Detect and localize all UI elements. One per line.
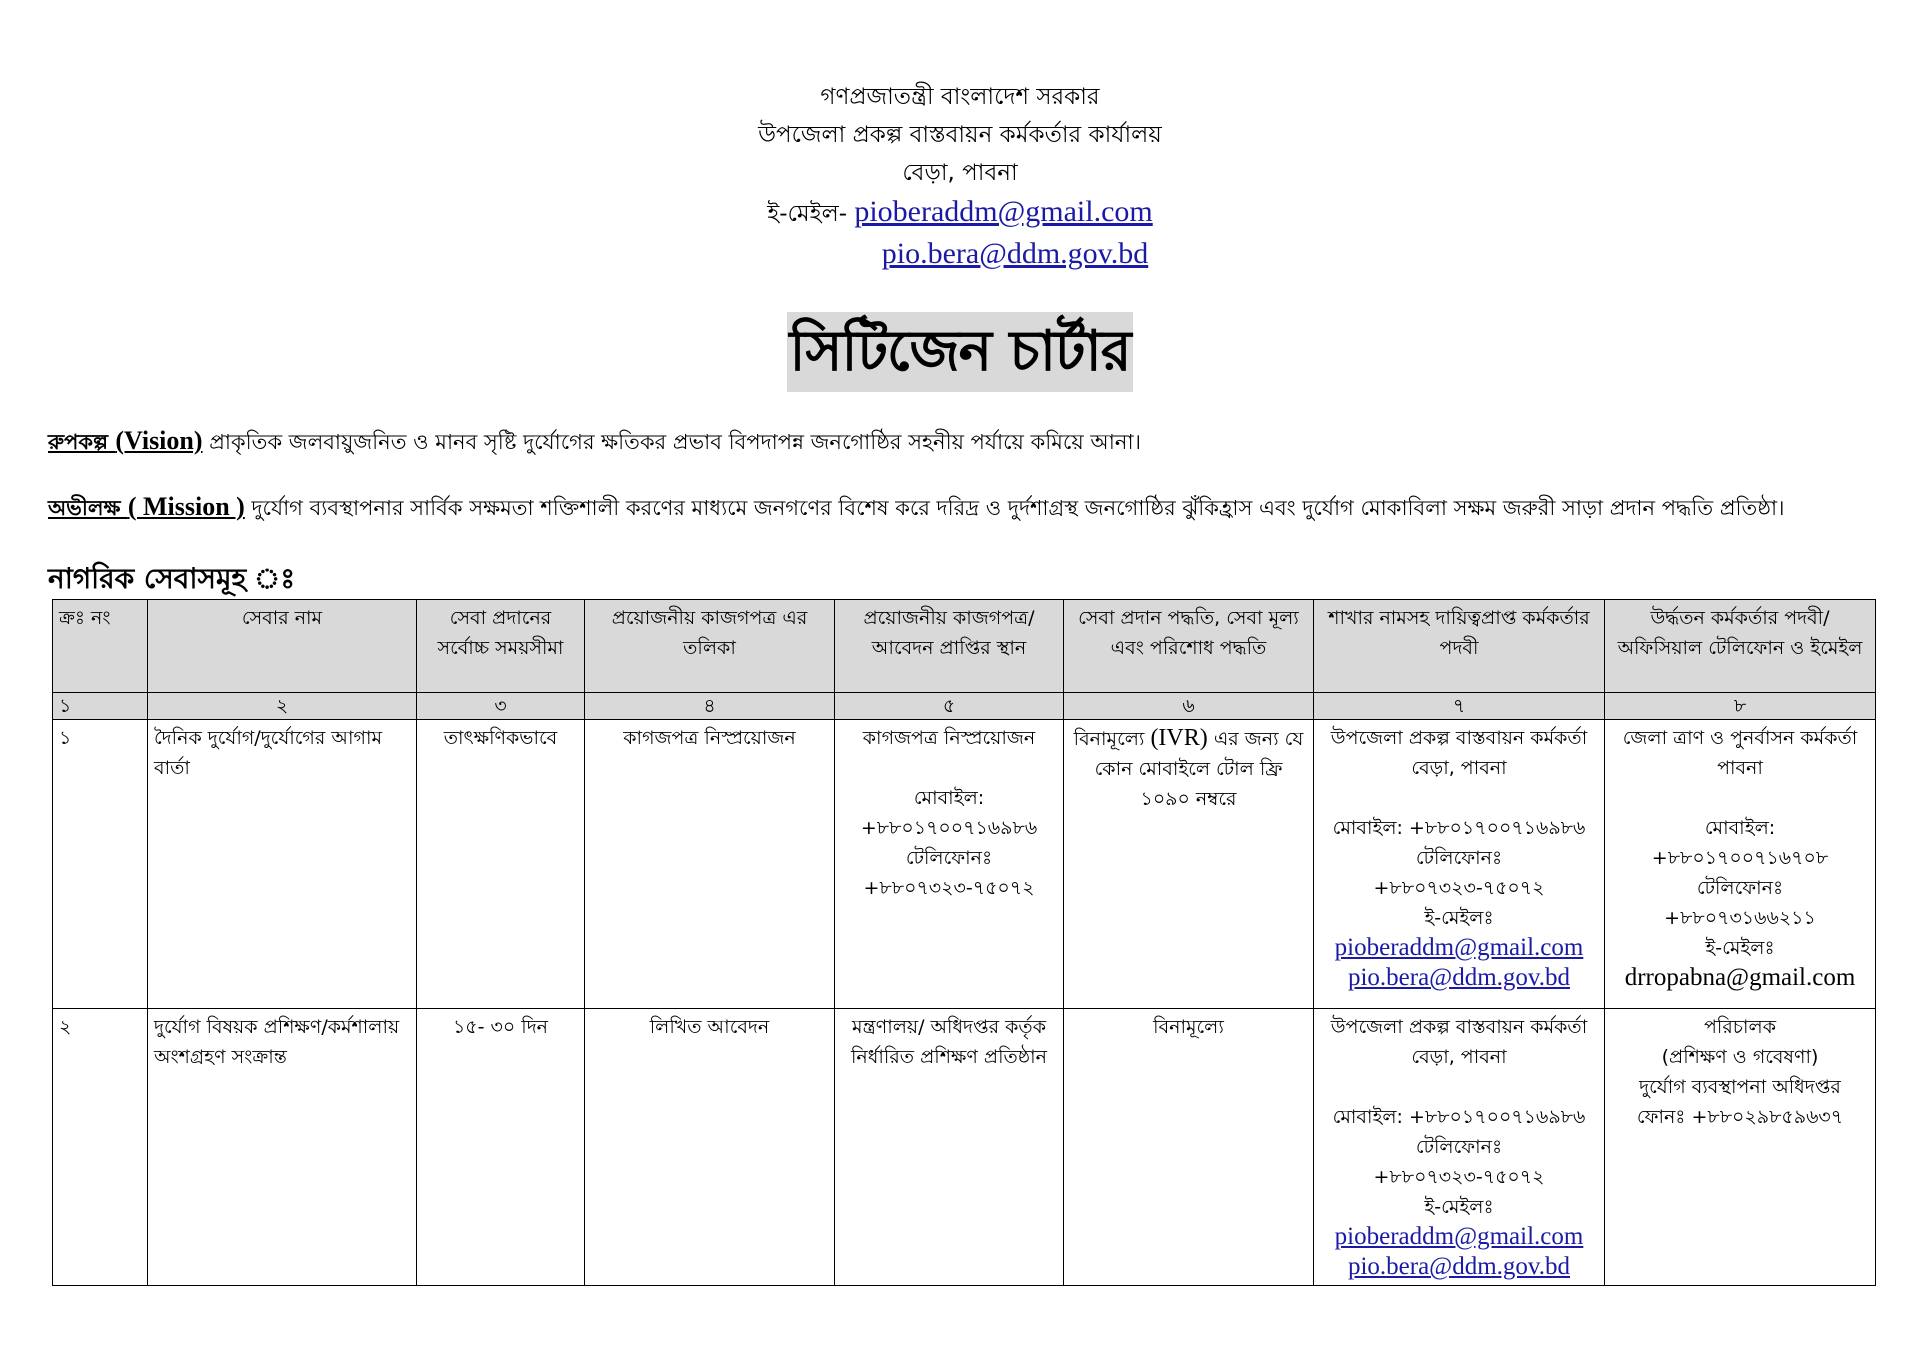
service-name-cell: দৈনিক দুর্যোগ/দুর্যোগের আগাম বার্তা [148,720,417,1009]
officer-cell: উপজেলা প্রকল্প বাস্তবায়ন কর্মকর্তা বেড়া, পাবনা মোবাইল: +৮৮০১৭০০৭১৬৯৮৬ টেলিফোনঃ +৮৮০৭৩২৩-৭৫০৭২ ই-মেইলঃ pioberaddm@gmail.com pio.bera@ddm.gov.bd [1314,720,1605,1009]
office-location: বেড়া, পাবনা [902,160,1018,186]
officer-email-link-2[interactable]: pio.bera@ddm.gov.bd [1347,964,1571,991]
header-email-link-1[interactable]: pioberaddm@gmail.com [854,195,1153,228]
col-number: ৮ [1605,693,1876,720]
table-row [53,720,1876,1009]
mission-statement [48,492,1888,527]
docs-cell: লিখিত আবেদন [585,1009,835,1286]
col-header-serial: ক্রঃ নং [53,600,148,693]
mission-text: দুর্যোগ ব্যবস্থাপনার সার্বিক সক্ষমতা শক্তিশালী করণের মাধ্যমে জনগণের বিশেষ করে দরিদ্র ও দুর্দশাগ্রস্থ জনগোষ্ঠির ঝুঁকিহ্রাস এবং দুর্যোগ মোকাবিলা সক্ষম জরুরী সাড়া প্রদান পদ্ধতি প্রতিষ্ঠা। [251,496,1785,520]
officer-email-link-2[interactable]: pio.bera@ddm.gov.bd [1347,1253,1571,1280]
col-number: ৭ [1314,693,1605,720]
superior-email: drropabna@gmail.com [1624,964,1856,991]
col-header-superior: উর্দ্ধতন কর্মকর্তার পদবী/ অফিসিয়াল টেলিফোন ও ইমেইল [1605,600,1876,693]
col-header-place: প্রয়োজনীয় কাজগপত্র/ আবেদন প্রাপ্তির স্থান [835,600,1064,693]
col-header-docs: প্রয়োজনীয় কাজগপত্র এর তলিকা [585,600,835,693]
place-cell: কাগজপত্র নিস্প্রয়োজন মোবাইল: +৮৮০১৭০০৭১৬৯৮৬ টেলিফোনঃ +৮৮০৭৩২৩-৭৫০৭২ [835,720,1064,1009]
method-cell: বিনামূল্যে [1064,1009,1314,1286]
office-header [0,78,1920,274]
col-header-time: সেবা প্রদানের সর্বোচ্চ সময়সীমা [417,600,585,693]
services-table [52,599,1876,1286]
docs-cell: কাগজপত্র নিস্প্রয়োজন [585,720,835,1009]
col-number: ১ [53,693,148,720]
superior-cell: জেলা ত্রাণ ও পুনর্বাসন কর্মকর্তা পাবনা মোবাইল: +৮৮০১৭০০৭১৬৭০৮ টেলিফোনঃ +৮৮০৭৩১৬৬২১১ ই-মেইলঃ drropabna@gmail.com [1605,720,1876,1009]
page-title: সিটিজেন চার্টার [787,312,1132,392]
header-email-link-2[interactable]: pio.bera@ddm.gov.bd [881,237,1149,270]
place-cell: মন্ত্রণালয়/ অধিদপ্তর কর্তৃক নির্ধারিত প্রশিক্ষণ প্রতিষ্ঠান [835,1009,1064,1286]
services-heading: নাগরিক সেবাসমূহ ঃ [48,562,296,595]
col-header-method: সেবা প্রদান পদ্ধতি, সেবা মূল্য এবং পরিশোধ পদ্ধতি [1064,600,1314,693]
serial-cell: ২ [53,1009,148,1286]
vision-statement [48,426,1888,461]
email-label: ই-মেইল- [767,201,848,227]
header-email-row-2 [0,234,1920,274]
time-limit-cell: ১৫- ৩০ দিন [417,1009,585,1286]
vision-label: রুপকল্প (Vision) [48,426,203,455]
serial-cell: ১ [53,720,148,1009]
col-number: ২ [148,693,417,720]
vision-text: প্রাকৃতিক জলবায়ুজনিত ও মানব সৃষ্টি দুর্যোগের ক্ষতিকর প্রভাব বিপদাপন্ন জনগোষ্ঠির সহনীয় পর্যায়ে কমিয়ে আনা। [209,430,1142,454]
col-number: ৫ [835,693,1064,720]
header-email-row [0,192,1920,234]
officer-cell: উপজেলা প্রকল্প বাস্তবায়ন কর্মকর্তা বেড়া, পাবনা মোবাইল: +৮৮০১৭০০৭১৬৯৮৬ টেলিফোনঃ +৮৮০৭৩২৩-৭৫০৭২ ই-মেইলঃ pioberaddm@gmail.com pio.bera@ddm.gov.bd [1314,1009,1605,1286]
superior-cell: পরিচালক (প্রশিক্ষণ ও গবেষণা) দুর্যোগ ব্যবস্থাপনা অধিদপ্তর ফোনঃ +৮৮০২৯৮৫৯৬৩৭ [1605,1009,1876,1286]
service-name-cell: দুর্যোগ বিষয়ক প্রশিক্ষণ/কর্মশালায় অংশগ্রহণ সংক্রান্ত [148,1009,417,1286]
column-number-row [53,693,1876,720]
officer-email-link-1[interactable]: pioberaddm@gmail.com [1334,1223,1584,1250]
officer-email-link-1[interactable]: pioberaddm@gmail.com [1334,934,1584,961]
col-number: ৬ [1064,693,1314,720]
col-header-officer: শাখার নামসহ দায়িত্বপ্রাপ্ত কর্মকর্তার পদবী [1314,600,1605,693]
method-cell: বিনামূল্যে (IVR) এর জন্য যে কোন মোবাইলে টোল ফ্রি ১০৯০ নম্বরে [1064,720,1314,1009]
col-number: ৩ [417,693,585,720]
time-limit-cell: তাৎক্ষণিকভাবে [417,720,585,1009]
government-name: গণপ্রজাতন্ত্রী বাংলাদেশ সরকার [820,84,1100,110]
col-number: ৪ [585,693,835,720]
title-wrap [0,312,1920,392]
mission-label: অভীলক্ষ ( Mission ) [48,492,245,521]
table-header-row [53,600,1876,693]
table-row [53,1009,1876,1286]
office-name: উপজেলা প্রকল্প বাস্তবায়ন কর্মকর্তার কার্যালয় [758,122,1162,148]
col-header-service: সেবার নাম [148,600,417,693]
